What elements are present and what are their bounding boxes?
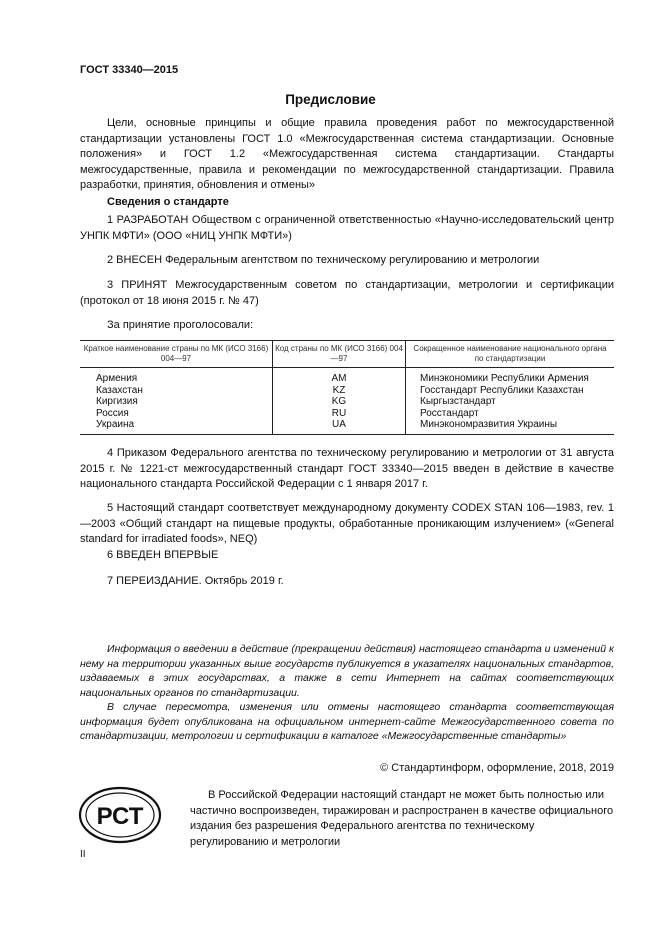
item-1-text: 1 РАЗРАБОТАН Обществом с ограниченной ответственностью «Научно-исследовательский центр УНПК МФТИ» (ООО «НИЦ УНПК МФТИ»)	[80, 214, 614, 242]
cell-country: Киргизия	[96, 396, 138, 407]
cell-body: Минэкономики Республики Армения	[406, 368, 615, 385]
cell-code: KZ	[273, 385, 406, 397]
reproduction-notice-text: В Российской Федерации настоящий стандарт не может быть полностью или частично воспроизведен, тиражирован и распространен в качестве официального издания без разрешения Федерального агентства по техническому регулированию и метрологии	[190, 789, 614, 848]
item-3-text: 3 ПРИНЯТ Межгосударственным советом по стандартизации, метрологии и сертификации (протокол от 18 июня 2015 г. № 47)	[80, 279, 614, 307]
cell-code: UA	[273, 419, 406, 434]
item-7	[80, 574, 614, 590]
col-header-code: Код страны по МК (ИСО 3166) 004—97	[273, 341, 406, 368]
info-paragraph-2	[80, 700, 614, 744]
info-paragraph-1	[80, 642, 614, 700]
rst-certification-mark-icon	[78, 786, 162, 849]
item-4	[80, 446, 614, 493]
item-5-text: 5 Настоящий стандарт соответствует международному документу CODEX STAN 106—1983, rev. 1—2003 «Общий стандарт на пищевые продукты, обработанные проникающим излучением» («General standard for irradiated foods», NEQ)	[80, 502, 614, 545]
cell-code: KG	[273, 396, 406, 408]
cell-body: Госстандарт Республики Казахстан	[406, 385, 615, 397]
item-1	[80, 213, 614, 244]
countries-table	[80, 340, 614, 435]
item-2	[80, 253, 614, 269]
cell-body: Кыргызстандарт	[406, 396, 615, 408]
cell-country: Украина	[80, 419, 273, 434]
info-text-1: Информация о введении в действие (прекращении действия) настоящего стандарта и изменений к нему на территории указанных выше государств публикуется в указателях национальных стандартов, издаваемых в этих государствах, а также в сети Интернет на сайтах соответствующих национальных органов по стандартизации.	[80, 643, 614, 699]
item-7-text: 7 ПЕРЕИЗДАНИЕ. Октябрь 2019 г.	[107, 575, 284, 587]
voted-text: За принятие проголосовали:	[107, 319, 254, 331]
page-number: II	[80, 849, 86, 860]
table-row	[80, 368, 614, 385]
info-text-2: В случае пересмотра, изменения или отмены настоящего стандарта соответствующая информация будет опубликована на официальном интернет-сайте Межгосударственного совета по стандартизации, метрологии и сертификации в каталоге «Межгосударственные стандарты»	[80, 701, 614, 742]
copyright-notice: © Стандартинформ, оформление, 2018, 2019	[380, 762, 614, 774]
table-row	[80, 408, 614, 420]
cell-code: RU	[273, 408, 406, 420]
section-title: Сведения о стандарте	[107, 196, 229, 208]
item-6-text: 6 ВВЕДЕН ВПЕРВЫЕ	[107, 549, 219, 561]
cell-country: Россия	[96, 407, 129, 419]
cell-country: Казахстан	[96, 384, 143, 396]
item-2-text: 2 ВНЕСЕН Федеральным агентством по техническому регулированию и метрологии	[107, 254, 540, 266]
table-row	[80, 385, 614, 397]
table-row	[80, 419, 614, 434]
table-header-row	[80, 341, 614, 368]
item-5	[80, 501, 614, 548]
logo-letters: РСТ	[96, 803, 144, 830]
page-title: Предисловие	[285, 92, 376, 107]
item-3	[80, 278, 614, 309]
item-6	[80, 548, 614, 564]
col-header-country: Краткое наименование страны по МК (ИСО 3166) 004—97	[80, 341, 273, 368]
cell-body: Минэкономразвития Украины	[406, 419, 615, 434]
intro-paragraph	[80, 116, 614, 194]
cell-country: Армения	[96, 373, 138, 384]
intro-text: Цели, основные принципы и общие правила проведения работ по межгосударственной стандартизации установлены ГОСТ 1.0 «Межгосударственная система стандартизации. Основные положения» и ГОСТ 1.2 «Межгосударственная система стандартизации. Стандарты межгосударственные, правила и рекомендации по межгосударственной стандартизации. Правила разработки, принятия, обновления и отмены»	[80, 117, 614, 191]
col-header-body: Сокращенное наименование национального органа по стандартизации	[406, 341, 615, 368]
table-row	[80, 396, 614, 408]
document-code: ГОСТ 33340—2015	[80, 64, 179, 76]
item-4-text: 4 Приказом Федерального агентства по техническому регулированию и метрологии от 31 августа 2015 г. № 1221-ст межгосударственный стандарт ГОСТ 33340—2015 введен в действие в качестве национального стандарта Российской Федерации с 1 января 2017 г.	[80, 447, 614, 490]
reproduction-notice	[190, 788, 614, 850]
voted-caption	[80, 318, 614, 334]
cell-body: Росстандарт	[406, 408, 615, 420]
cell-code: AM	[273, 368, 406, 385]
